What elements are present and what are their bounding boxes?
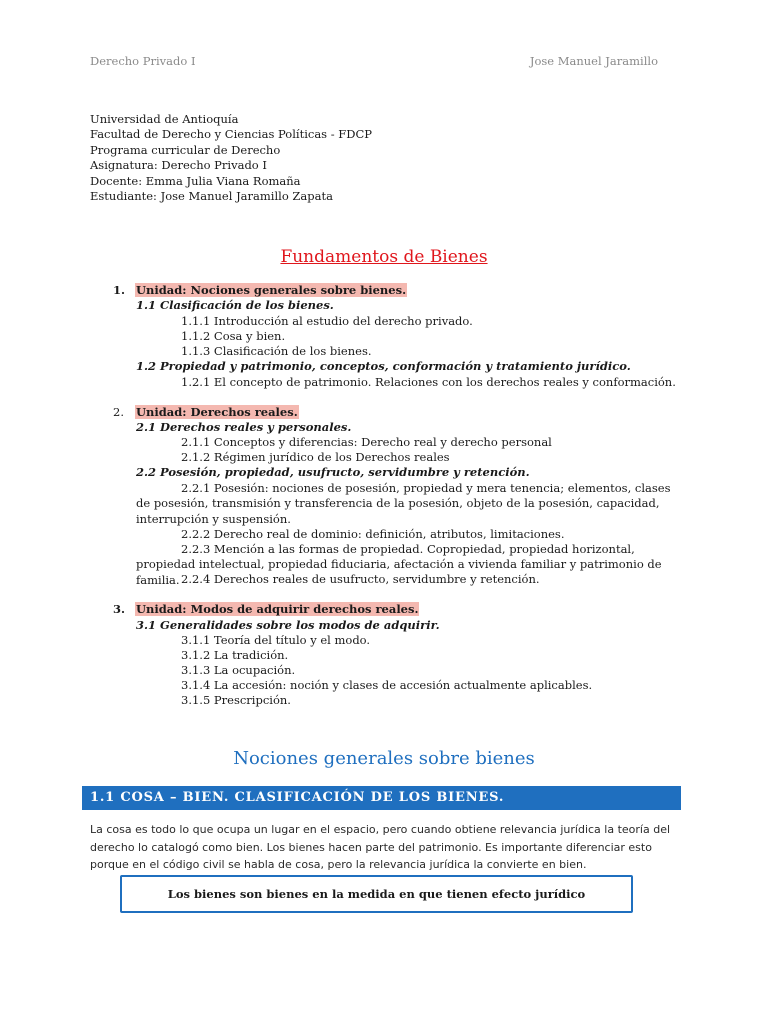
info-program: Programa curricular de Derecho xyxy=(90,142,281,157)
info-subject: Asignatura: Derecho Privado I xyxy=(90,158,267,173)
outline-item: 2.1.1 Conceptos y diferencias: Derecho real y derecho personal xyxy=(181,435,552,449)
outline-item: 2.2.2 Derecho real de dominio: definición, atributos, limitaciones. xyxy=(181,527,565,541)
info-faculty: Facultad de Derecho y Ciencias Políticas - FDCP xyxy=(90,127,373,142)
unit-title: Unidad: Modos de adquirir derechos reales. xyxy=(136,602,419,616)
outline-item: 3.1.2 La tradición. xyxy=(181,648,289,662)
subunit-heading: 2.1 Derechos reales y personales. xyxy=(136,420,352,434)
unit-number: 2. xyxy=(113,405,124,419)
page-title: Fundamentos de Bienes xyxy=(280,247,488,267)
outline-item: 1.1.1 Introducción al estudio del derecho privado. xyxy=(181,314,473,328)
outline-item: 3.1.1 Teoría del título y el modo. xyxy=(181,633,371,647)
outline-item: 2.2.3 Mención a las formas de propiedad. Copropiedad, propiedad horizontal, propiedad intelectual, propiedad fiduciaria, afectación a vivienda familiar y patrimonio de familia. xyxy=(136,542,662,587)
outline-item: 1.1.3 Clasificación de los bienes. xyxy=(181,344,372,358)
subunit-heading: 1.2 Propiedad y patrimonio, conceptos, conformación y tratamiento jurídico. xyxy=(136,359,631,373)
outline-item: 1.1.2 Cosa y bien. xyxy=(181,329,286,343)
header-author: Jose Manuel Jaramillo xyxy=(529,54,658,68)
section-title: Nociones generales sobre bienes xyxy=(233,748,535,769)
subunit-heading: 2.2 Posesión, propiedad, usufructo, servidumbre y retención. xyxy=(136,465,530,479)
unit-number: 1. xyxy=(113,283,126,297)
unit-heading xyxy=(113,283,407,298)
outline-item: 3.1.5 Prescripción. xyxy=(181,693,291,707)
unit-heading xyxy=(113,602,419,617)
outline-item: 3.1.4 La accesión: noción y clases de accesión actualmente aplicables. xyxy=(181,678,593,692)
unit-title: Unidad: Nociones generales sobre bienes. xyxy=(136,283,407,297)
info-student: Estudiante: Jose Manuel Jaramillo Zapata xyxy=(90,189,333,204)
callout-box: Los bienes son bienes en la medida en que tienen efecto jurídico xyxy=(120,875,633,913)
outline-item: 2.2.4 Derechos reales de usufructo, servidumbre y retención. xyxy=(181,572,540,586)
outline-item: 3.1.3 La ocupación. xyxy=(181,663,296,677)
outline-item: 1.2.1 El concepto de patrimonio. Relaciones con los derechos reales y conformación. xyxy=(181,375,676,389)
subunit-heading: 3.1 Generalidades sobre los modos de adquirir. xyxy=(136,618,440,632)
outline-item: 2.1.2 Régimen jurídico de los Derechos reales xyxy=(181,450,450,464)
student-info-block xyxy=(90,112,372,204)
subunit-heading: 1.1 Clasificación de los bienes. xyxy=(136,298,334,312)
body-paragraph: La cosa es todo lo que ocupa un lugar en el espacio, pero cuando obtiene relevancia jurídica la teoría del derecho lo catalogó como bien. Los bienes hacen parte del patrimonio. Es importante diferenciar esto porque en el código civil se habla de cosa, pero la relevancia jurídica la convierte en bien. xyxy=(90,823,671,871)
section-heading-bar: 1.1 COSA – BIEN. CLASIFICACIÓN DE LOS BIENES. xyxy=(82,786,681,810)
unit-heading xyxy=(113,405,299,420)
header-course: Derecho Privado I xyxy=(90,54,196,68)
unit-number: 3. xyxy=(113,602,126,616)
outline-item: 2.2.1 Posesión: nociones de posesión, propiedad y mera tenencia; elementos, clases de posesión, transmisión y transferencia de la posesión, objeto de la posesión, capacidad, interrupción y suspensión. xyxy=(136,481,671,526)
info-university: Universidad de Antioquía xyxy=(90,112,239,126)
unit-title: Unidad: Derechos reales. xyxy=(136,405,298,419)
info-teacher: Docente: Emma Julia Viana Romaña xyxy=(90,173,301,188)
